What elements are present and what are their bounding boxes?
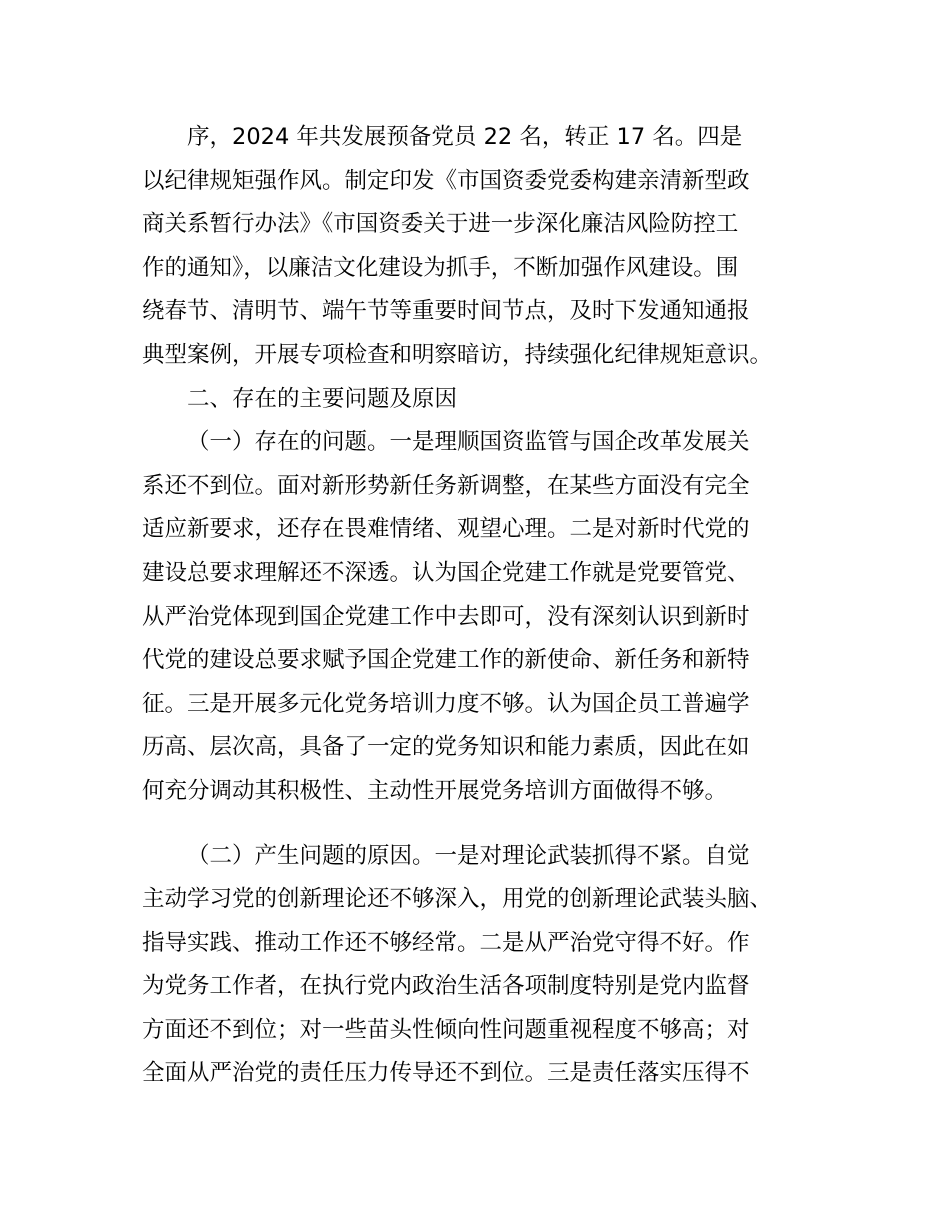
text-line: 历高、层次高，具备了一定的党务知识和能力素质，因此在如 bbox=[142, 734, 750, 761]
text-line: 指导实践、推动工作还不够经常。二是从严治党守得不好。作 bbox=[142, 929, 750, 956]
text-line: 典型案例，开展专项检查和明察暗访，持续强化纪律规矩意识。 bbox=[142, 341, 773, 368]
text-line: 征。三是开展多元化党务培训力度不够。认为国企员工普遍学 bbox=[142, 690, 750, 717]
text-line: 以纪律规矩强作风。制定印发《市国资委党委构建亲清新型政 bbox=[142, 167, 750, 194]
text-line: 为党务工作者，在执行党内政治生活各项制度特别是党内监督 bbox=[142, 973, 750, 1000]
text-line: 绕春节、清明节、端午节等重要时间节点，及时下发通知通报 bbox=[142, 298, 750, 325]
text-line: 序，2024 年共发展预备党员 22 名，转正 17 名。四是 bbox=[187, 124, 743, 150]
text-line: 全面从严治党的责任压力传导还不到位。三是责任落实压得不 bbox=[142, 1060, 750, 1087]
text-line: 代党的建设总要求赋予国企党建工作的新使命、新任务和新特 bbox=[142, 647, 750, 674]
text-line: 作的通知》，以廉洁文化建设为抓手，不断加强作风建设。围 bbox=[142, 254, 739, 281]
text-line: 系还不到位。面对新形势新任务新调整，在某些方面没有完全 bbox=[142, 472, 750, 499]
text-line: 主动学习党的创新理论还不够深入，用党的创新理论武装头脑、 bbox=[142, 886, 773, 913]
text-line: 何充分调动其积极性、主动性开展党务培训方面做得不够。 bbox=[142, 777, 728, 804]
paragraph-existing-problems bbox=[142, 421, 832, 813]
text-line: （二）产生问题的原因。一是对理论武装抓得不紧。自觉 bbox=[187, 842, 750, 869]
paragraph-problem-causes bbox=[142, 835, 832, 1097]
text-line: 商关系暂行办法》《市国资委关于进一步深化廉洁风险防控工 bbox=[142, 211, 739, 238]
text-line: （一）存在的问题。一是理顺国资监管与国企改革发展关 bbox=[187, 429, 750, 456]
text-line: 适应新要求，还存在畏难情绪、观望心理。二是对新时代党的 bbox=[142, 516, 750, 543]
document-body bbox=[142, 116, 832, 1096]
section-heading: 二、存在的主要问题及原因 bbox=[187, 385, 458, 412]
text-line: 方面还不到位；对一些苗头性倾向性问题重视程度不够高；对 bbox=[142, 1016, 750, 1043]
paragraph-party-building bbox=[142, 116, 832, 378]
section-heading-problems bbox=[142, 378, 832, 422]
paragraph-spacer bbox=[142, 814, 832, 835]
text-line: 建设总要求理解还不深透。认为国企党建工作就是党要管党、 bbox=[142, 559, 750, 586]
text-line: 从严治党体现到国企党建工作中去即可，没有深刻认识到新时 bbox=[142, 603, 750, 630]
